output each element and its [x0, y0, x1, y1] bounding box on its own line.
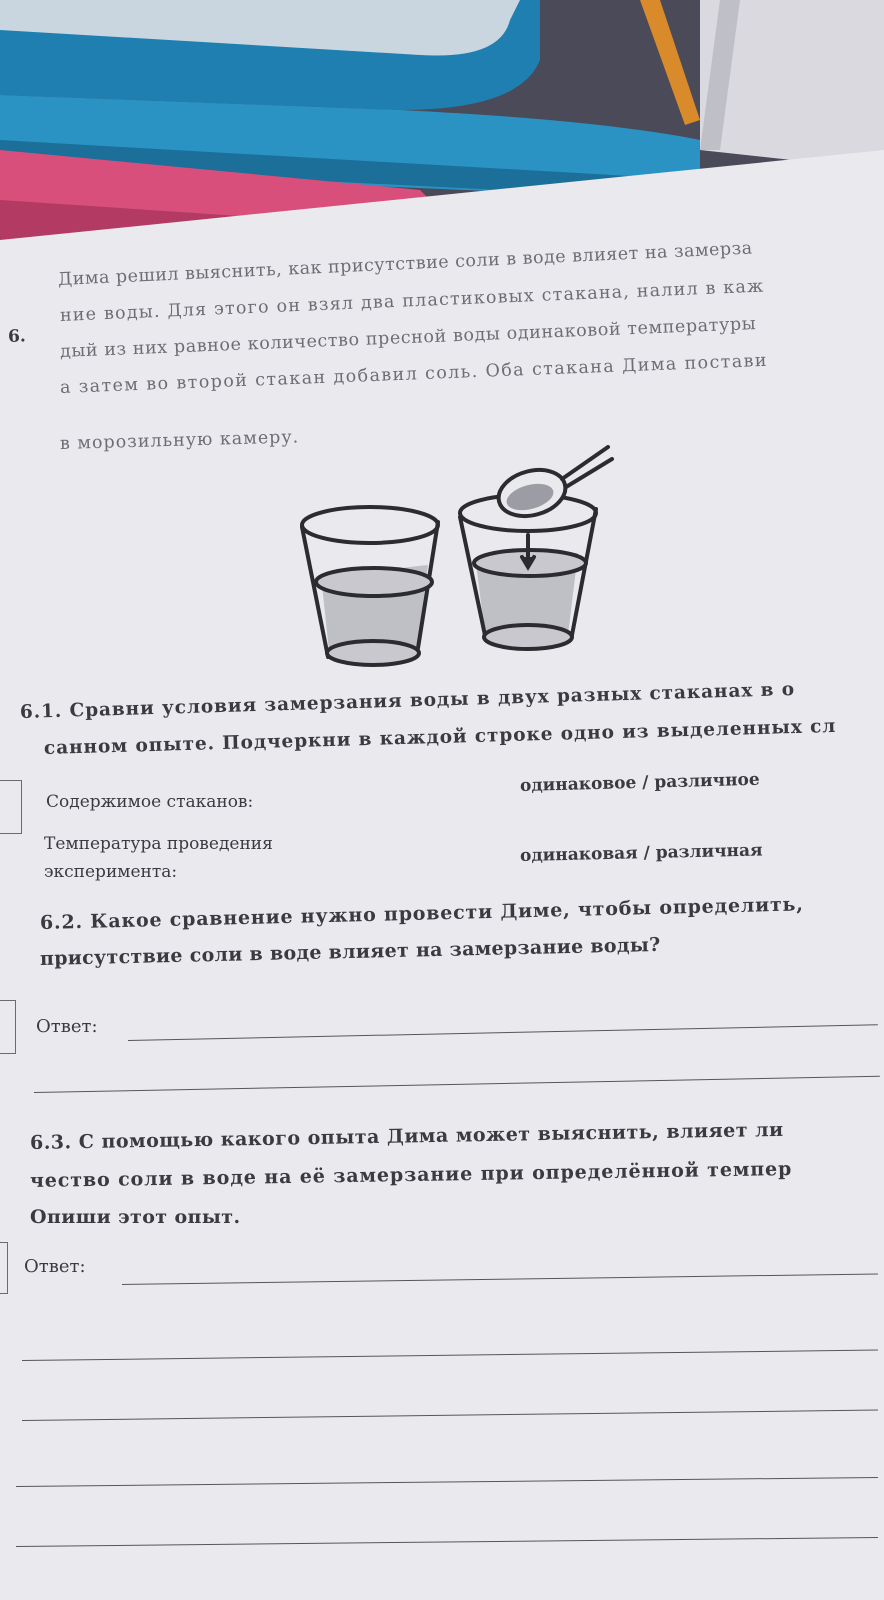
question-6-1-line-1: 6.1. Сравни условия замерзания воды в двух разных стаканах в о — [19, 679, 796, 723]
question-6-3-line-1: 6.3. С помощью какого опыта Дима может выяснить, влияет ли — [29, 1118, 784, 1154]
question-6-1-line-2: санном опыте. Подчеркни в каждой строке одно из выделенных сл — [43, 715, 837, 759]
question-6-2-line-1: 6.2. Какое сравнение нужно провести Диме, чтобы определить, — [39, 893, 804, 934]
answer-line-6-2-1[interactable] — [128, 1024, 878, 1041]
row2-options[interactable]: одинаковая / различная — [519, 840, 763, 866]
question-6-3-line-2: чество соли в воде на её замерзание при определённой темпер — [29, 1158, 793, 1192]
answer-label-6-3: Ответ: — [24, 1256, 86, 1277]
task-intro-line-2: ние воды. Для этого он взял два пластиковых стакана, налил в каж — [59, 276, 765, 326]
task-intro-line-5: в морозильную камеру. — [59, 427, 300, 454]
answer-label-6-2: Ответ: — [36, 1016, 98, 1037]
two-glasses-with-spoon-drawing — [290, 445, 620, 695]
glasses-illustration — [290, 445, 620, 695]
score-box-6-1[interactable] — [0, 780, 22, 834]
question-6-3-line-3: Опиши этот опыт. — [30, 1206, 241, 1228]
answer-line-6-3-3[interactable] — [22, 1410, 878, 1421]
row1-label: Содержимое стаканов: — [46, 792, 254, 812]
score-box-6-3[interactable] — [0, 1242, 8, 1294]
answer-line-6-2-2[interactable] — [34, 1076, 880, 1093]
task-intro-line-3: дый из них равное количество пресной воды одинаковой температуры — [59, 314, 757, 362]
row1-options[interactable]: одинаковое / различное — [519, 769, 760, 796]
score-box-6-2[interactable] — [0, 1000, 16, 1054]
answer-line-6-3-5[interactable] — [16, 1537, 878, 1547]
task-number: 6. — [7, 326, 27, 347]
row2-label-line-2: эксперимента: — [44, 862, 178, 882]
answer-line-6-3-2[interactable] — [22, 1350, 878, 1361]
task-intro-line-4: а затем во второй стакан добавил соль. Оба стакана Дима постави — [59, 350, 769, 398]
answer-line-6-3-4[interactable] — [16, 1477, 878, 1487]
task-intro-line-1: Дима решил выяснить, как присутствие соли в воде влияет на замерза — [57, 238, 754, 290]
answer-line-6-3-1[interactable] — [122, 1273, 878, 1285]
question-6-2-line-2: присутствие соли в воде влияет на замерзание воды? — [39, 933, 661, 970]
row2-label-line-1: Температура проведения — [44, 834, 273, 854]
